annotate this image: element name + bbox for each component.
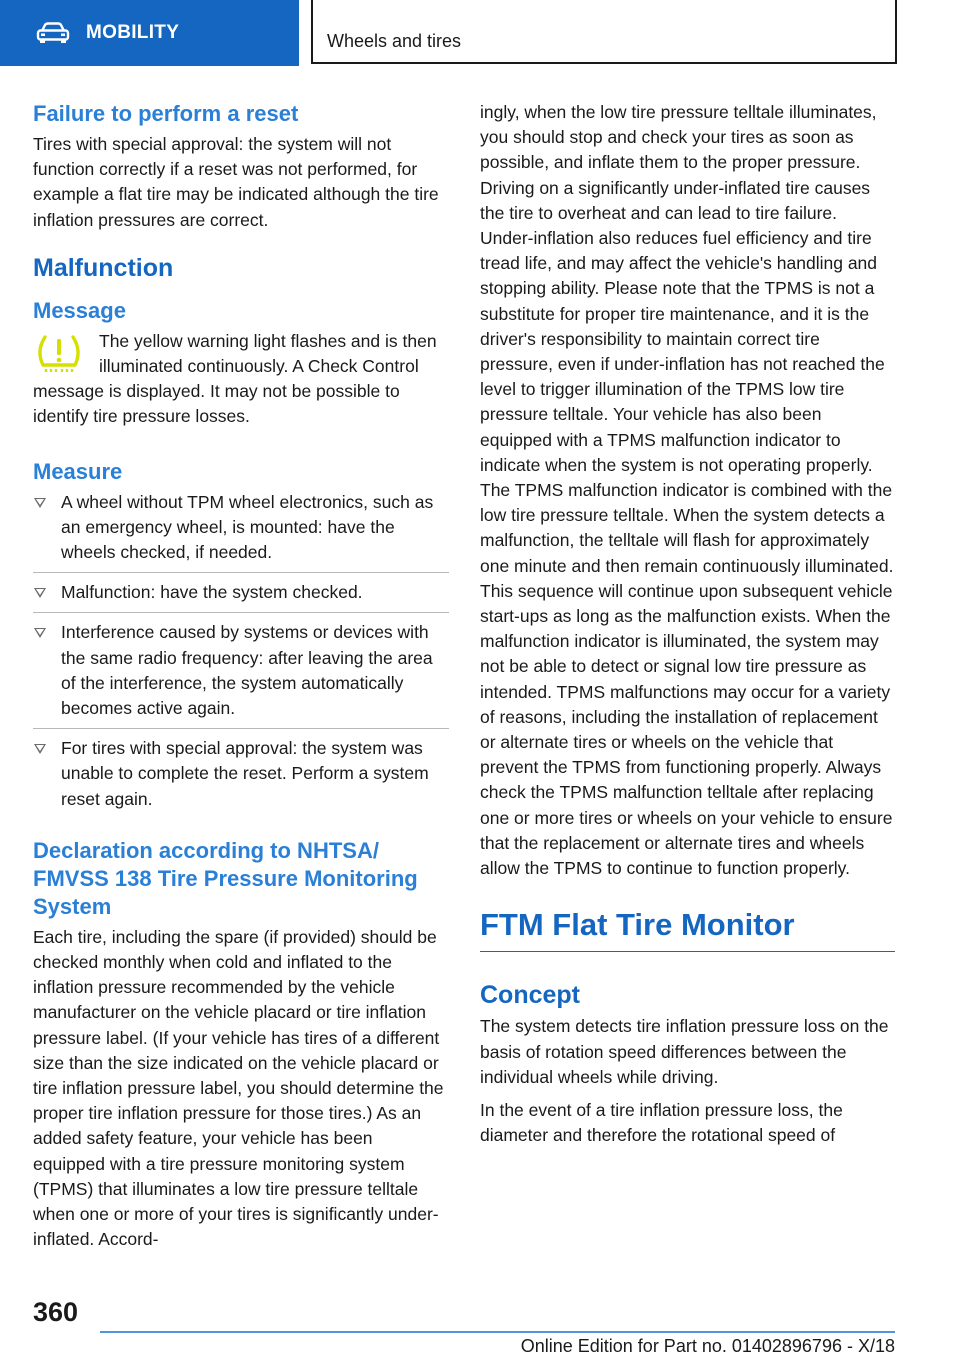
failure-heading: Failure to perform a reset (33, 101, 299, 126)
chapter-header (311, 0, 897, 64)
declaration-text: Each tire, including the spare (if provided) should be checked monthly when cold and inflated to the inflation pressure recommended by the vehicle manufacturer on the vehicle placard or tire inflation pressure label. (If your vehicle has tires of a different size than the size indicated on the vehicle placard or tire inflation pressure label, you should determine the proper tire inflation pressure for those tires.) As an added safety feature, your vehicle has been equipped with a tire pressure monitoring system (TPMS) that illuminates a low tire pressure telltale when one or more of your tires is significantly under-inflated. Accord- (33, 926, 444, 1250)
triangle-bullet-icon (34, 744, 46, 754)
footer-divider (100, 1331, 895, 1333)
message-block (33, 329, 449, 438)
section-tab[interactable] (0, 0, 299, 66)
car-icon (36, 22, 70, 44)
message-text: The yellow warning light flashes and is then illuminated continuously. A Check Control message is displayed. It may not be possible to identify tire pressure losses. (33, 330, 437, 427)
list-item: For tires with special approval: the system was unable to complete the reset. Perform a system reset again. (33, 736, 449, 819)
concept-heading: Concept (480, 981, 580, 1010)
declaration-text-continued: ingly, when the low tire pressure telltale illuminates, you should stop and check your tires as soon as possible, and inflate them to the proper pressure. Driving on a significantly under-inflated tire causes the tire to overheat and can lead to tire failure. Under-inflation also reduces fuel efficiency and tire tread life, and may affect the vehicle's handling and stopping ability. Please note that the TPMS is not a substitute for proper tire maintenance, and it is the driver's responsibility to maintain correct tire pressure, even if under-inflation has not reached the level to trigger illumination of the TPMS low tire pressure telltale. Your vehicle has also been equipped with a TPMS malfunction indicator to indicate when the system is not operating properly. The TPMS malfunction indicator is combined with the low tire pressure telltale. When the system detects a malfunction, the telltale will flash for approximately one minute and then remain continuously illuminated. This sequence will continue upon subsequent vehicle start-ups as long as the malfunction exists. When the malfunction indicator is illuminated, the system may not be able to detect or signal low tire pressure as intended. TPMS malfunctions may occur for a variety of reasons, including the installation of replacement or alternate tires or wheels on the vehicle that prevent the TPMS from functioning properly. Always check the TPMS malfunction telltale after replacing one or more tires or wheels on your vehicle to ensure that the replacement or alternate tires and wheels allow the TPMS to continue to function properly. (480, 102, 894, 879)
page-number: 360 (33, 1297, 79, 1327)
measure-list (33, 490, 449, 819)
section-label: MOBILITY (86, 22, 180, 43)
triangle-bullet-icon (34, 628, 46, 638)
left-column (33, 100, 449, 1261)
ftm-heading: FTM Flat Tire Monitor (480, 907, 895, 952)
malfunction-heading: Malfunction (33, 253, 174, 282)
list-item: Interference caused by systems or devices with the same radio frequency: after leaving the area of the interference, the system automatically becomes active again. (33, 620, 449, 729)
concept-text-1: The system detects tire inflation pressure loss on the basis of rotation speed differences between the individual wheels while driving. (480, 1016, 889, 1087)
edition-text: Online Edition for Part no. 01402896796 - X/18 (520, 1336, 895, 1356)
failure-text: Tires with special approval: the system will not function correctly if a reset was not performed, for example a flat tire may be indicated although the tire inflation pressures are correct. (33, 134, 439, 230)
concept-text-2: In the event of a tire inflation pressure loss, the diameter and therefore the rotational speed of (480, 1099, 843, 1146)
right-column (480, 100, 895, 1156)
tire-pressure-warning-icon (33, 331, 85, 375)
declaration-heading: Declaration according to NHTSA/ FMVSS 138 Tire Pressure Monitoring System (33, 837, 418, 919)
measure-heading: Measure (33, 458, 123, 484)
list-item: Malfunction: have the system checked. (33, 580, 449, 613)
chapter-title: Wheels and tires (327, 31, 462, 51)
triangle-bullet-icon (34, 588, 46, 598)
triangle-bullet-icon (34, 498, 46, 508)
message-heading: Message (33, 297, 126, 323)
list-item: A wheel without TPM wheel electronics, such as an emergency wheel, is mounted: have the wheels checked, if needed. (33, 490, 449, 574)
